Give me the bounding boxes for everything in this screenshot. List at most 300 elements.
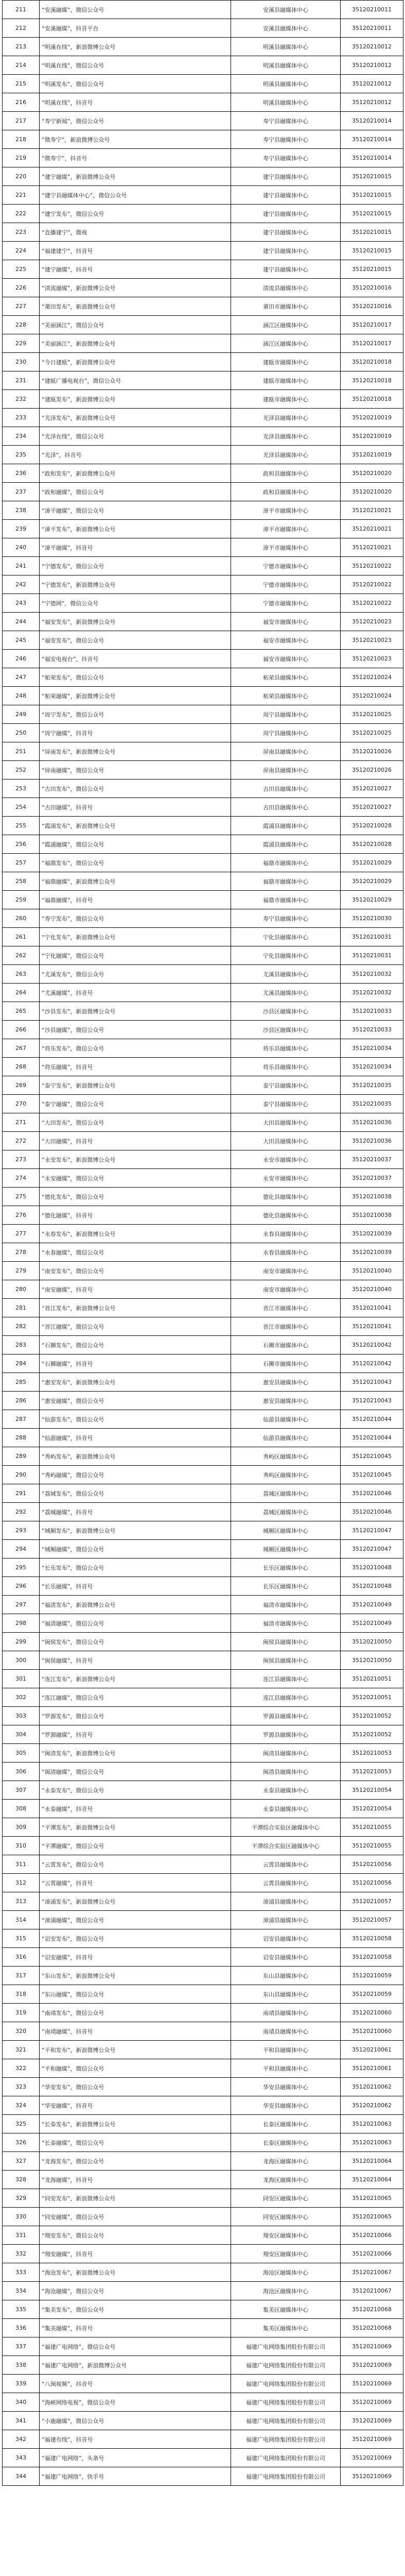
table-row: [3, 613, 403, 631]
record-code: 35120210021: [341, 538, 403, 557]
account-name: “福鼎融媒”，新浪微博公众号: [40, 872, 231, 891]
account-name: “永春融媒”，微信公众号: [40, 1243, 231, 1262]
account-name: “明溪在线”，新浪微博公众号: [40, 38, 231, 56]
record-code: 35120210044: [341, 1429, 403, 1447]
account-name: “平潭发布”，新浪微博公众号: [40, 1818, 231, 1837]
organization: 翔安区融媒体中心: [231, 2226, 341, 2245]
account-name: “华安融媒”，抖音号: [40, 2096, 231, 2115]
record-code: 35120210062: [341, 2078, 403, 2096]
row-number: 265: [3, 1002, 40, 1021]
table-row: [3, 1373, 403, 1392]
row-number: 271: [3, 1113, 40, 1132]
record-code: 35120210046: [341, 1484, 403, 1503]
record-code: 35120210012: [341, 93, 403, 112]
record-code: 35120210018: [341, 353, 403, 371]
table-row: [3, 1095, 403, 1113]
table-row: [3, 724, 403, 742]
account-name: “南靖融媒”，抖音号: [40, 2022, 231, 2041]
organization: 石狮市融媒体中心: [231, 1354, 341, 1373]
table-row: [3, 1911, 403, 1929]
organization: 闽清县融媒体中心: [231, 1762, 341, 1781]
organization: 福鼎市融媒体中心: [231, 872, 341, 891]
account-name: “建宁县融媒体中心”，微信公众号: [40, 186, 231, 205]
record-code: 35120210016: [341, 279, 403, 297]
table-row: [3, 1967, 403, 1985]
table-row: [3, 1169, 403, 1188]
row-number: 213: [3, 38, 40, 56]
organization: 集美区融媒体中心: [231, 2319, 341, 2337]
table-row: [3, 93, 403, 112]
table-row: [3, 1262, 403, 1280]
account-name: “柘荣发布”，微信公众号: [40, 668, 231, 687]
record-code: 35120210056: [341, 1855, 403, 1874]
record-code: 35120210060: [341, 2022, 403, 2041]
record-code: 35120210069: [341, 2356, 403, 2375]
record-code: 35120210067: [341, 2282, 403, 2300]
account-name: “永泰发布”，微信公众号: [40, 1781, 231, 1800]
organization: 长乐区融媒体中心: [231, 1577, 341, 1596]
table-row: [3, 2226, 403, 2245]
account-name: “周宁融媒”，抖音号: [40, 724, 231, 742]
table-row: [3, 1188, 403, 1206]
row-number: 221: [3, 186, 40, 205]
row-number: 273: [3, 1150, 40, 1169]
account-name: “建宁发布”，微信公众号: [40, 205, 231, 223]
account-name: “柘荣融媒”，新浪微博公众号: [40, 687, 231, 705]
record-code: 35120210035: [341, 1095, 403, 1113]
account-name: “罗源发布”，微信公众号: [40, 1707, 231, 1725]
account-name: “建宁融媒”，新浪微博公众号: [40, 167, 231, 186]
table-row: [3, 1484, 403, 1503]
organization: 宁化县融媒体中心: [231, 928, 341, 946]
account-name: “连江发布”，新浪微博公众号: [40, 1670, 231, 1688]
table-row: [3, 316, 403, 334]
organization: 漳平市融媒体中心: [231, 538, 341, 557]
record-code: 35120210043: [341, 1392, 403, 1410]
record-code: 35120210012: [341, 38, 403, 56]
record-code: 35120210019: [341, 446, 403, 464]
record-code: 35120210031: [341, 946, 403, 965]
table-row: [3, 2059, 403, 2078]
table-row: [3, 167, 403, 186]
record-code: 35120210051: [341, 1670, 403, 1688]
organization: 漳平市融媒体中心: [231, 501, 341, 520]
row-number: 298: [3, 1614, 40, 1633]
account-name: “今日建瓯”，新浪微博公众号: [40, 353, 231, 371]
row-number: 275: [3, 1188, 40, 1206]
table-row: [3, 835, 403, 854]
record-code: 35120210068: [341, 2300, 403, 2319]
account-name: “平潭融媒”，微信公众号: [40, 1837, 231, 1855]
account-name: “诏安融媒”，抖音号: [40, 1948, 231, 1967]
table-row: [3, 742, 403, 761]
table-row: [3, 1336, 403, 1354]
organization: 福安市融媒体中心: [231, 613, 341, 631]
account-name: “福建建宁”，抖音号: [40, 242, 231, 260]
record-code: 35120210022: [341, 594, 403, 613]
organization: 平和县融媒体中心: [231, 2059, 341, 2078]
organization: 晋江市融媒体中心: [231, 1299, 341, 1317]
organization: 福鼎市融媒体中心: [231, 891, 341, 909]
table-row: [3, 928, 403, 946]
row-number: 231: [3, 371, 40, 390]
account-name: “翔安发布”，微信公众号: [40, 2226, 231, 2245]
row-number: 319: [3, 2004, 40, 2022]
record-code: 35120210056: [341, 1874, 403, 1892]
record-code: 35120210043: [341, 1373, 403, 1392]
table-row: [3, 1596, 403, 1614]
organization: 闽侯县融媒体中心: [231, 1651, 341, 1670]
account-name: “长乐发布”，微信公众号: [40, 1558, 231, 1577]
account-name: “龙海融媒”，抖音号: [40, 2171, 231, 2189]
account-name: “荔城融媒”，抖音号: [40, 1503, 231, 1521]
record-code: 35120210040: [341, 1280, 403, 1299]
row-number: 241: [3, 557, 40, 575]
account-name: “宁化发布”，新浪微博公众号: [40, 928, 231, 946]
record-code: 35120210022: [341, 575, 403, 594]
organization: 漳平市融媒体中心: [231, 520, 341, 538]
table-row: [3, 798, 403, 817]
row-number: 214: [3, 56, 40, 75]
row-number: 315: [3, 1929, 40, 1948]
account-name: “霞浦发布”，新浪微博公众号: [40, 817, 231, 835]
row-number: 299: [3, 1633, 40, 1651]
account-name: “闽侯发布”，微信公众号: [40, 1633, 231, 1651]
record-code: 35120210039: [341, 1225, 403, 1243]
record-code: 35120210041: [341, 1299, 403, 1317]
organization: 长泰区融媒体中心: [231, 2115, 341, 2133]
table-row: [3, 149, 403, 167]
organization: 平和县融媒体中心: [231, 2041, 341, 2059]
organization: 城厢区融媒体中心: [231, 1521, 341, 1540]
table-row: [3, 1503, 403, 1521]
record-code: 35120210059: [341, 1985, 403, 2004]
account-name: “城厢发布”，新浪微博公众号: [40, 1521, 231, 1540]
account-name: “漳平融媒”，抖音号: [40, 538, 231, 557]
organization: 宁化县融媒体中心: [231, 946, 341, 965]
row-number: 323: [3, 2078, 40, 2096]
row-number: 343: [3, 2449, 40, 2467]
row-number: 321: [3, 2041, 40, 2059]
row-number: 281: [3, 1299, 40, 1317]
account-name: “闽侯融媒”，抖音号: [40, 1651, 231, 1670]
row-number: 316: [3, 1948, 40, 1967]
record-code: 35120210062: [341, 2096, 403, 2115]
record-code: 35120210066: [341, 2226, 403, 2245]
row-number: 332: [3, 2245, 40, 2263]
table-row: [3, 483, 403, 501]
record-code: 35120210023: [341, 631, 403, 650]
row-number: 240: [3, 538, 40, 557]
account-name: “仙游融媒”，抖音号: [40, 1429, 231, 1447]
organization: 永春县融媒体中心: [231, 1243, 341, 1262]
table-row: [3, 205, 403, 223]
row-number: 242: [3, 575, 40, 594]
record-code: 35120210059: [341, 1967, 403, 1985]
organization: 荔城区融媒体中心: [231, 1484, 341, 1503]
record-code: 35120210019: [341, 427, 403, 446]
row-number: 226: [3, 279, 40, 297]
table-row: [3, 1058, 403, 1076]
organization: 同安区融媒体中心: [231, 2208, 341, 2226]
record-code: 35120210034: [341, 1039, 403, 1058]
row-number: 309: [3, 1818, 40, 1837]
record-code: 35120210069: [341, 2430, 403, 2449]
record-code: 35120210039: [341, 1243, 403, 1262]
account-name: “莆田发布”，新浪微博公众号: [40, 297, 231, 316]
account-name: “大田发布”，微信公众号: [40, 1113, 231, 1132]
organization: 翔安区融媒体中心: [231, 2245, 341, 2263]
table-row: [3, 909, 403, 928]
table-row: [3, 1670, 403, 1688]
table-row: [3, 2393, 403, 2412]
record-code: 35120210064: [341, 2171, 403, 2189]
organization: 龙海区融媒体中心: [231, 2152, 341, 2171]
record-code: 35120210061: [341, 2041, 403, 2059]
record-code: 35120210017: [341, 334, 403, 353]
record-code: 35120210054: [341, 1800, 403, 1818]
account-name: “石狮发布”，微信公众号: [40, 1336, 231, 1354]
organization: 将乐县融媒体中心: [231, 1058, 341, 1076]
record-code: 35120210017: [341, 316, 403, 334]
account-name: “秀屿融媒”，微信公众号: [40, 1466, 231, 1484]
row-number: 340: [3, 2393, 40, 2412]
row-number: 258: [3, 872, 40, 891]
organization: 惠安县融媒体中心: [231, 1392, 341, 1410]
row-number: 334: [3, 2282, 40, 2300]
account-name: “明溪在线”，抖音号: [40, 93, 231, 112]
organization: 光泽县融媒体中心: [231, 409, 341, 427]
record-code: 35120210015: [341, 205, 403, 223]
organization: 建瓯市融媒体中心: [231, 353, 341, 371]
table-row: [3, 1, 403, 19]
organization: 寿宁县融媒体中心: [231, 112, 341, 130]
account-name: “海沧融媒”，微信公众号: [40, 2282, 231, 2300]
record-code: 35120210052: [341, 1725, 403, 1744]
record-code: 35120210021: [341, 520, 403, 538]
account-name: “平和发布”，新浪微博公众号: [40, 2041, 231, 2059]
row-number: 288: [3, 1429, 40, 1447]
account-name: “福安发布”，微信公众号: [40, 631, 231, 650]
record-code: 35120210014: [341, 149, 403, 167]
record-code: 35120210038: [341, 1206, 403, 1225]
organization: 连江县融媒体中心: [231, 1670, 341, 1688]
account-name: “沙县发布”，新浪微博公众号: [40, 1002, 231, 1021]
table-row: [3, 1633, 403, 1651]
row-number: 291: [3, 1484, 40, 1503]
organization: 福建广电网络集团股份有限公司: [231, 2430, 341, 2449]
row-number: 268: [3, 1058, 40, 1076]
account-name: “长乐融媒”，抖音号: [40, 1577, 231, 1596]
table-row: [3, 1985, 403, 2004]
row-number: 303: [3, 1707, 40, 1725]
table-row: [3, 1466, 403, 1484]
organization: 福建广电网络集团股份有限公司: [231, 2467, 341, 2486]
account-name: “海峡网络电视”，微信公众号: [40, 2393, 231, 2412]
organization: 南靖县融媒体中心: [231, 2004, 341, 2022]
organization: 城厢区融媒体中心: [231, 1540, 341, 1558]
row-number: 219: [3, 149, 40, 167]
row-number: 270: [3, 1095, 40, 1113]
record-code: 35120210036: [341, 1132, 403, 1150]
record-code: 35120210011: [341, 1, 403, 19]
row-number: 311: [3, 1855, 40, 1874]
organization: 屏南县融媒体中心: [231, 742, 341, 761]
organization: 龙海区融媒体中心: [231, 2171, 341, 2189]
table-row: [3, 2356, 403, 2375]
table-row: [3, 1392, 403, 1410]
table-row: [3, 2189, 403, 2208]
row-number: 217: [3, 112, 40, 130]
row-number: 295: [3, 1558, 40, 1577]
row-number: 314: [3, 1911, 40, 1929]
row-number: 272: [3, 1132, 40, 1150]
organization: 寿宁县融媒体中心: [231, 130, 341, 149]
account-name: “明溪发布”，微信公众号: [40, 75, 231, 93]
account-name: “明溪在线”，微信公众号: [40, 56, 231, 75]
account-name: “宁化融媒”，微信公众号: [40, 946, 231, 965]
table-row: [3, 1707, 403, 1725]
account-name: “大田融媒”，抖音号: [40, 1132, 231, 1150]
table-row: [3, 297, 403, 316]
row-number: 335: [3, 2300, 40, 2319]
account-name: “同安发布”，新浪微博公众号: [40, 2189, 231, 2208]
table-row: [3, 260, 403, 279]
table-row: [3, 538, 403, 557]
table-row: [3, 1113, 403, 1132]
table-row: [3, 1948, 403, 1967]
row-number: 283: [3, 1336, 40, 1354]
table-row: [3, 668, 403, 687]
account-name: “德化发布”，微信公众号: [40, 1188, 231, 1206]
table-row: [3, 371, 403, 390]
table-row: [3, 75, 403, 93]
record-code: 35120210065: [341, 2189, 403, 2208]
organization: 明溪县融媒体中心: [231, 75, 341, 93]
row-number: 239: [3, 520, 40, 538]
table-row: [3, 946, 403, 965]
organization: 福建广电网络集团股份有限公司: [231, 2356, 341, 2375]
row-number: 341: [3, 2412, 40, 2430]
record-code: 35120210050: [341, 1651, 403, 1670]
row-number: 333: [3, 2263, 40, 2282]
record-code: 35120210023: [341, 650, 403, 668]
account-name: “微寿宁”，抖音号: [40, 149, 231, 167]
record-code: 35120210029: [341, 854, 403, 872]
account-name: “东山发布”，新浪微博公众号: [40, 1967, 231, 1985]
account-name: “直播建宁”，微视: [40, 223, 231, 242]
table-row: [3, 1558, 403, 1577]
organization: 明溪县融媒体中心: [231, 93, 341, 112]
record-code: 35120210034: [341, 1058, 403, 1076]
table-row: [3, 2115, 403, 2133]
row-number: 254: [3, 798, 40, 817]
organization: 秀屿区融媒体中心: [231, 1466, 341, 1484]
row-number: 238: [3, 501, 40, 520]
organization: 诏安县融媒体中心: [231, 1929, 341, 1948]
table-row: [3, 2412, 403, 2430]
record-code: 35120210068: [341, 2319, 403, 2337]
organization: 南安市融媒体中心: [231, 1262, 341, 1280]
row-number: 255: [3, 817, 40, 835]
table-row: [3, 56, 403, 75]
record-code: 35120210035: [341, 1076, 403, 1095]
record-code: 35120210066: [341, 2245, 403, 2263]
organization: 涵江区融媒体中心: [231, 316, 341, 334]
organization: 大田县融媒体中心: [231, 1132, 341, 1150]
organization: 政和县融媒体中心: [231, 464, 341, 483]
row-number: 220: [3, 167, 40, 186]
row-number: 305: [3, 1744, 40, 1762]
row-number: 296: [3, 1577, 40, 1596]
row-number: 339: [3, 2375, 40, 2393]
record-code: 35120210054: [341, 1781, 403, 1800]
row-number: 289: [3, 1447, 40, 1466]
table-row: [3, 2004, 403, 2022]
organization: 建宁县融媒体中心: [231, 242, 341, 260]
row-number: 229: [3, 334, 40, 353]
account-name: “云霄发布”，微信公众号: [40, 1855, 231, 1874]
organization: 福建广电网络集团股份有限公司: [231, 2412, 341, 2430]
row-number: 252: [3, 761, 40, 779]
table-row: [3, 427, 403, 446]
account-name: “集美发布”，微信公众号: [40, 2300, 231, 2319]
account-name: “光泽在线”，微信公众号: [40, 427, 231, 446]
row-number: 312: [3, 1874, 40, 1892]
record-code: 35120210069: [341, 2393, 403, 2412]
record-code: 35120210029: [341, 891, 403, 909]
record-code: 35120210029: [341, 872, 403, 891]
account-name: “福建广电网络”，新浪微博公众号: [40, 2356, 231, 2375]
organization: 同安区融媒体中心: [231, 2189, 341, 2208]
row-number: 228: [3, 316, 40, 334]
organization: 建宁县融媒体中心: [231, 260, 341, 279]
account-name: “光泽发布”，新浪微博公众号: [40, 409, 231, 427]
record-code: 35120210033: [341, 1021, 403, 1039]
row-number: 248: [3, 687, 40, 705]
record-code: 35120210044: [341, 1410, 403, 1429]
account-name: “连江融媒”，微信公众号: [40, 1688, 231, 1707]
record-code: 35120210015: [341, 242, 403, 260]
organization: 永安市融媒体中心: [231, 1169, 341, 1188]
organization: 华安县融媒体中心: [231, 2096, 341, 2115]
record-code: 35120210025: [341, 705, 403, 724]
row-number: 318: [3, 1985, 40, 2004]
row-number: 322: [3, 2059, 40, 2078]
organization: 东山县融媒体中心: [231, 1985, 341, 2004]
row-number: 253: [3, 779, 40, 798]
record-code: 35120210030: [341, 909, 403, 928]
account-name: “漳平融媒”，微信公众号: [40, 501, 231, 520]
organization: 建瓯市融媒体中心: [231, 390, 341, 409]
organization: 平潭综合实验区融媒体中心: [231, 1837, 341, 1855]
record-code: 35120210015: [341, 167, 403, 186]
row-number: 225: [3, 260, 40, 279]
organization: 大田县融媒体中心: [231, 1113, 341, 1132]
table-row: [3, 130, 403, 149]
account-name: “德化融媒”，抖音号: [40, 1206, 231, 1225]
account-name: “漳平发布”，新浪微博公众号: [40, 520, 231, 538]
table-row: [3, 872, 403, 891]
table-row: [3, 2319, 403, 2337]
organization: 永泰县融媒体中心: [231, 1800, 341, 1818]
table-row: [3, 279, 403, 297]
account-name: “清流融媒”，新浪微博公众号: [40, 279, 231, 297]
organization: 柘荣县融媒体中心: [231, 687, 341, 705]
account-name: “晋江融媒”，微信公众号: [40, 1317, 231, 1336]
record-code: 35120210061: [341, 2059, 403, 2078]
account-name: “小鹿融媒”，微信公众号: [40, 2412, 231, 2430]
